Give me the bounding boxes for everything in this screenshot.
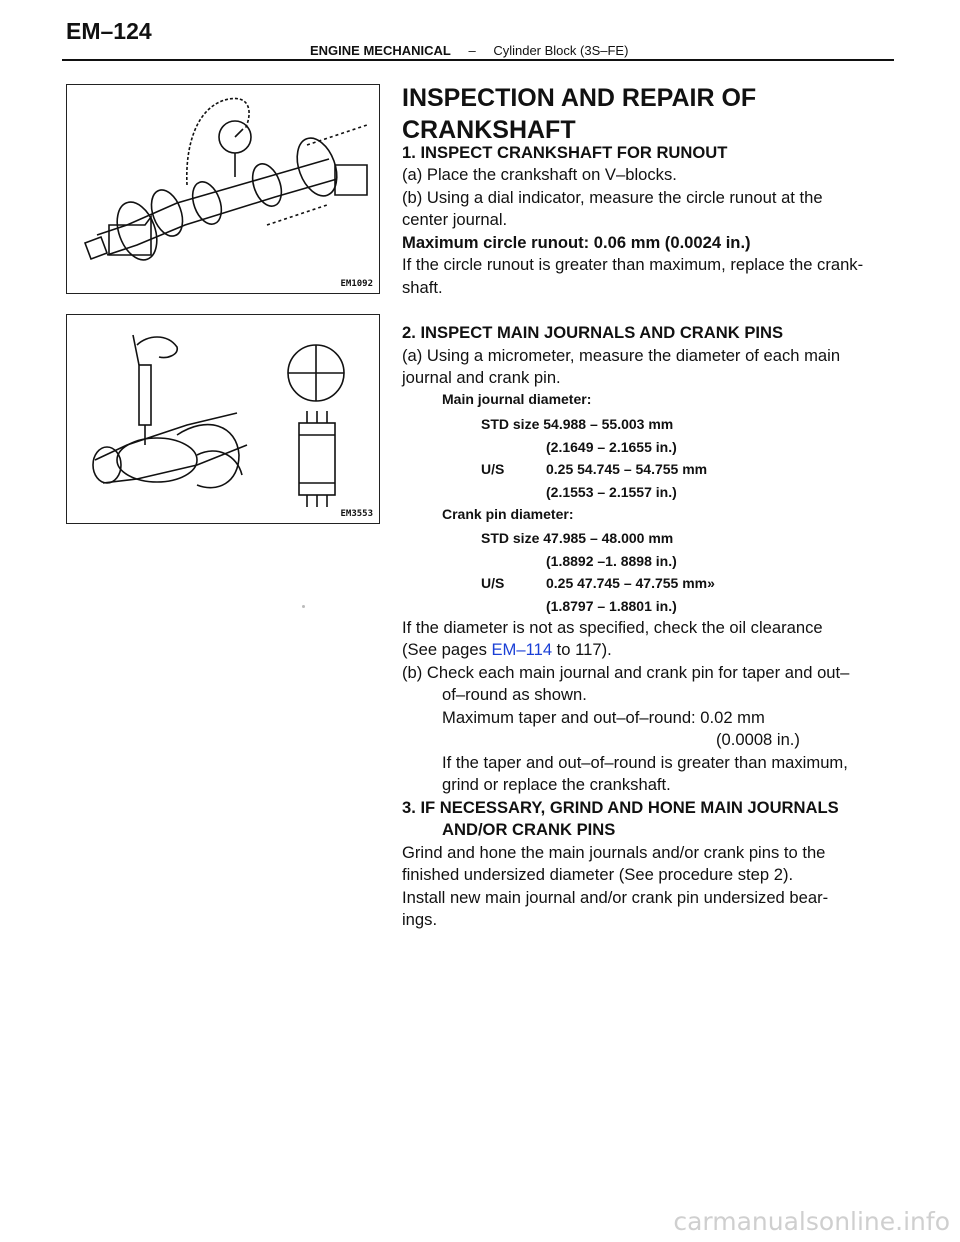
step3-line2: finished undersized diameter (See procedure step 2).: [402, 865, 794, 884]
step1-a: (a) Place the crankshaft on V–blocks.: [402, 165, 677, 184]
main-journal-std: STD size 54.988 – 55.003 mm: [481, 416, 674, 432]
figure-code: EM1092: [340, 279, 373, 289]
main-journal-label: Main journal diameter:: [442, 391, 592, 407]
step1-note-line2: shaft.: [402, 278, 443, 297]
subsection-name: Cylinder Block (3S–FE): [493, 43, 629, 58]
crankshaft-runout-illustration: [67, 85, 379, 293]
crank-pin-label: Crank pin diameter:: [442, 506, 574, 522]
crank-pin-us-label: U/S: [481, 575, 505, 591]
main-journal-us: 0.25 54.745 – 54.755 mm: [546, 461, 708, 477]
figure-main-journal-micrometer: [66, 314, 380, 524]
main-journal-us-label: U/S: [481, 461, 505, 477]
step3-line4: ings.: [402, 910, 438, 929]
step3-line1: Grind and hone the main journals and/or crank pins to the: [402, 843, 826, 862]
step3-line3: Install new main journal and/or crank pin undersized bear-: [402, 888, 829, 907]
step2-b-line1: (b) Check each main journal and crank pin for taper and out–: [402, 663, 850, 682]
step1-b-line1: (b) Using a dial indicator, measure the circle runout at the: [402, 188, 823, 207]
check-line1: If the diameter is not as specified, check the oil clearance: [402, 618, 823, 637]
section-title: [402, 82, 756, 146]
header-separator: –: [468, 43, 476, 58]
title-line-2: CRANKSHAFT: [402, 116, 576, 144]
step1-heading: 1. INSPECT CRANKSHAFT FOR RUNOUT: [402, 143, 728, 162]
step1-max-runout: Maximum circle runout: 0.06 mm (0.0024 in.): [402, 233, 751, 252]
scan-speck: [302, 605, 305, 608]
title-line-1: INSPECTION AND REPAIR OF: [402, 84, 757, 112]
micrometer-illustration: [67, 315, 379, 523]
watermark: carmanualsonline.info: [673, 1207, 950, 1236]
main-journal-us-in: (2.1553 – 2.1557 in.): [546, 484, 677, 500]
step3-heading-line2: AND/OR CRANK PINS: [442, 820, 616, 839]
step2-heading: 2. INSPECT MAIN JOURNALS AND CRANK PINS: [402, 323, 784, 342]
crank-pin-std: STD size 47.985 – 48.000 mm: [481, 530, 674, 546]
header-rule: [62, 59, 894, 61]
main-journal-std-in: (2.1649 – 2.1655 in.): [546, 439, 677, 455]
max-taper-line2: (0.0008 in.): [716, 730, 800, 749]
max-taper-line1: Maximum taper and out–of–round: 0.02 mm: [442, 708, 765, 727]
step3-heading-line1: 3. IF NECESSARY, GRIND AND HONE MAIN JOURNALS: [402, 798, 839, 817]
step1-note-line1: If the circle runout is greater than maximum, replace the crank-: [402, 255, 864, 274]
step2-a-line2: journal and crank pin.: [402, 368, 561, 387]
crank-pin-us-in: (1.8797 – 1.8801 in.): [546, 598, 677, 614]
step2-a-line1: (a) Using a micrometer, measure the diameter of each main: [402, 346, 841, 365]
page-number: EM–124: [66, 18, 152, 44]
step1-b-line2: center journal.: [402, 210, 508, 229]
if-taper-line2: grind or replace the crankshaft.: [442, 775, 671, 794]
check-line2: [402, 639, 612, 662]
check-line2-suffix: to 117).: [552, 640, 612, 659]
section-name: ENGINE MECHANICAL: [310, 43, 451, 58]
link-em-114[interactable]: EM–114: [491, 640, 553, 659]
step2-b-line2: of–round as shown.: [442, 685, 587, 704]
crank-pin-std-in: (1.8892 –1. 8898 in.): [546, 553, 677, 569]
crank-pin-us: 0.25 47.745 – 47.755 mm»: [546, 575, 715, 591]
figure-code: EM3553: [340, 509, 373, 519]
page-header: [310, 43, 628, 58]
if-taper-line1: If the taper and out–of–round is greater than maximum,: [442, 753, 848, 772]
check-line2-prefix: (See pages: [402, 640, 492, 659]
figure-crankshaft-runout: [66, 84, 380, 294]
